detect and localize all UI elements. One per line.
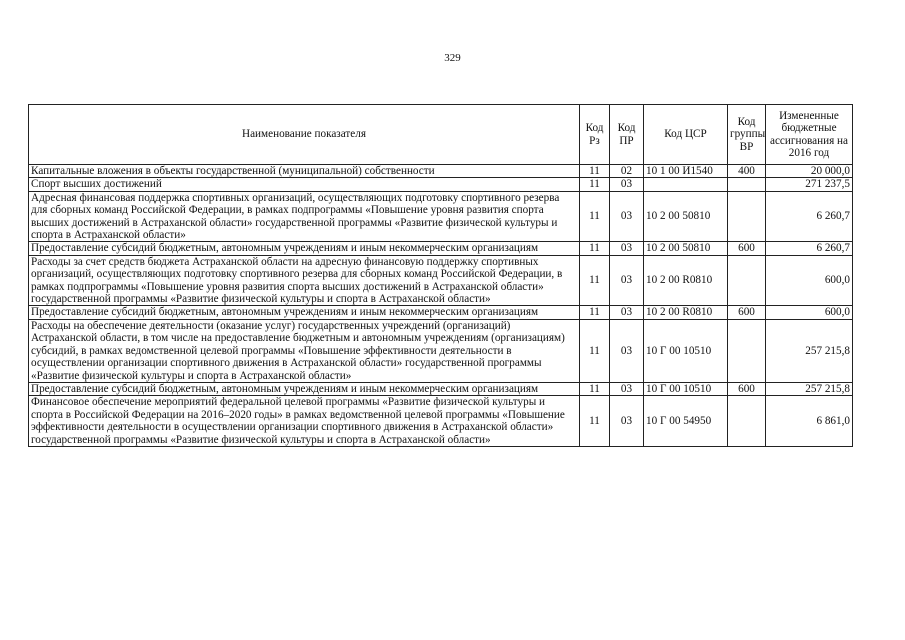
cell-name: Предоставление субсидий бюджетным, автономным учреждениям и иным некоммерческим организациям xyxy=(29,242,580,255)
table-row xyxy=(29,191,853,242)
header-vr: Код группы ВР xyxy=(728,105,766,165)
cell-pr: 03 xyxy=(610,306,644,319)
cell-rz: 11 xyxy=(580,165,610,178)
page-number: 329 xyxy=(444,52,461,64)
cell-name: Адресная финансовая поддержка спортивных организаций, осуществляющих подготовку спортивного резерва для сборных команд Российской Федерации, в рамках подпрограммы «Повышение уровня развития спорта высших достижений в Астраханской области» государственной программы «Развитие физической культуры и спорта в Астраханской области» xyxy=(29,191,580,242)
cell-name: Предоставление субсидий бюджетным, автономным учреждениям и иным некоммерческим организациям xyxy=(29,306,580,319)
table-row xyxy=(29,165,853,178)
header-row xyxy=(29,105,853,165)
cell-name: Капитальные вложения в объекты государственной (муниципальной) собственности xyxy=(29,165,580,178)
cell-amount: 600,0 xyxy=(766,306,853,319)
cell-amount: 6 861,0 xyxy=(766,396,853,447)
cell-pr: 03 xyxy=(610,396,644,447)
cell-name: Спорт высших достижений xyxy=(29,178,580,191)
header-name: Наименование показателя xyxy=(29,105,580,165)
cell-rz: 11 xyxy=(580,319,610,382)
cell-name: Финансовое обеспечение мероприятий федеральной целевой программы «Развитие физической культуры и спорта в Российской Федерации на 2016–2020 годы» в рамках ведомственной целевой программы «Повышение эффективности деятельности в осуществлении организации спортивного движения в Астраханской области» государственной программы «Развитие физической культуры и спорта в Астраханской области» xyxy=(29,396,580,447)
table-row xyxy=(29,319,853,382)
table-row xyxy=(29,306,853,319)
cell-name: Расходы на обеспечение деятельности (оказание услуг) государственных учреждений (организаций) Астраханской области, в том числе на предоставление бюджетным и автономным учреждениям (организациям) субсидий, в рамках ведомственной целевой программы «Повышение эффективности деятельности в осуществлении организации спортивного движения в Астраханской области» государственной программы «Развитие физической культуры и спорта в Астраханской области» xyxy=(29,319,580,382)
budget-table xyxy=(28,104,853,447)
cell-vr xyxy=(728,255,766,306)
cell-csr: 10 1 00 И1540 xyxy=(644,165,728,178)
header-pr: Код ПР xyxy=(610,105,644,165)
header-csr: Код ЦСР xyxy=(644,105,728,165)
cell-amount: 20 000,0 xyxy=(766,165,853,178)
cell-vr xyxy=(728,319,766,382)
header-rz: Код Рз xyxy=(580,105,610,165)
cell-csr: 10 Г 00 10510 xyxy=(644,382,728,395)
cell-name: Предоставление субсидий бюджетным, автономным учреждениям и иным некоммерческим организациям xyxy=(29,382,580,395)
cell-vr: 400 xyxy=(728,165,766,178)
cell-amount: 257 215,8 xyxy=(766,382,853,395)
cell-rz: 11 xyxy=(580,396,610,447)
table-row xyxy=(29,255,853,306)
cell-name: Расходы за счет средств бюджета Астраханской области на адресную финансовую поддержку спортивных организаций, осуществляющих подготовку спортивного резерва для сборных команд Российской Федерации, в рамках подпрограммы «Повышение уровня развития спорта высших достижений в Астраханской области» государственной программы «Развитие физической культуры и спорта в Астраханской области» xyxy=(29,255,580,306)
table-row xyxy=(29,178,853,191)
cell-rz: 11 xyxy=(580,178,610,191)
cell-amount: 257 215,8 xyxy=(766,319,853,382)
cell-amount: 6 260,7 xyxy=(766,191,853,242)
cell-csr: 10 2 00 50810 xyxy=(644,191,728,242)
cell-vr xyxy=(728,396,766,447)
cell-vr xyxy=(728,178,766,191)
cell-rz: 11 xyxy=(580,242,610,255)
cell-pr: 03 xyxy=(610,319,644,382)
table-row xyxy=(29,242,853,255)
cell-rz: 11 xyxy=(580,255,610,306)
table-row xyxy=(29,396,853,447)
cell-vr xyxy=(728,191,766,242)
cell-pr: 03 xyxy=(610,382,644,395)
cell-amount: 271 237,5 xyxy=(766,178,853,191)
cell-rz: 11 xyxy=(580,191,610,242)
cell-amount: 6 260,7 xyxy=(766,242,853,255)
table-body xyxy=(29,165,853,447)
cell-vr: 600 xyxy=(728,242,766,255)
cell-pr: 02 xyxy=(610,165,644,178)
cell-csr: 10 2 00 R0810 xyxy=(644,306,728,319)
cell-rz: 11 xyxy=(580,382,610,395)
cell-csr: 10 2 00 50810 xyxy=(644,242,728,255)
cell-pr: 03 xyxy=(610,178,644,191)
cell-csr: 10 Г 00 54950 xyxy=(644,396,728,447)
table-row xyxy=(29,382,853,395)
cell-vr: 600 xyxy=(728,382,766,395)
cell-csr xyxy=(644,178,728,191)
cell-rz: 11 xyxy=(580,306,610,319)
cell-csr: 10 Г 00 10510 xyxy=(644,319,728,382)
cell-pr: 03 xyxy=(610,191,644,242)
cell-pr: 03 xyxy=(610,242,644,255)
header-amount: Измененные бюджетные ассигнования на 2016 год xyxy=(766,105,853,165)
cell-vr: 600 xyxy=(728,306,766,319)
cell-csr: 10 2 00 R0810 xyxy=(644,255,728,306)
cell-pr: 03 xyxy=(610,255,644,306)
cell-amount: 600,0 xyxy=(766,255,853,306)
